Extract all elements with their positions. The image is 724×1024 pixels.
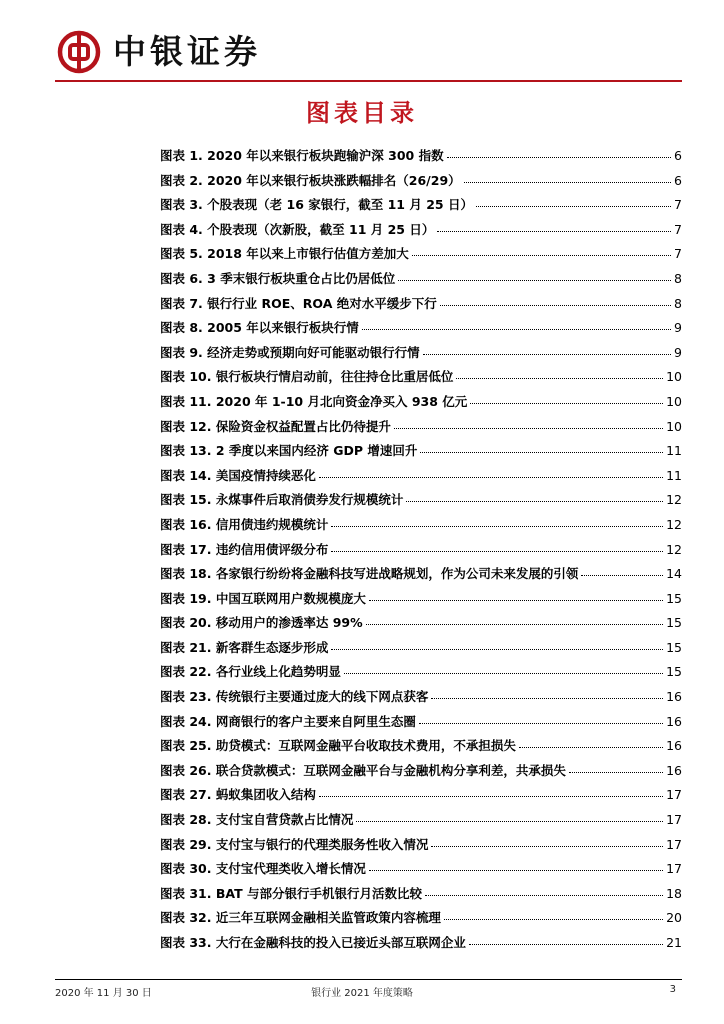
toc-entry-label: 图表 15. 永煤事件后取消债券发行规模统计 <box>160 492 404 508</box>
toc-leader-dots <box>476 205 671 207</box>
toc-entry-label: 图表 14. 美国疫情持续恶化 <box>160 467 316 483</box>
toc-entry-label: 图表 19. 中国互联网用户数规模庞大 <box>160 590 366 606</box>
toc-entry-label: 图表 32. 近三年互联网金融相关监管政策内容梳理 <box>160 910 441 926</box>
toc-entry-label: 图表 24. 网商银行的客户主要来自阿里生态圈 <box>160 713 416 729</box>
footer-report-title: 银行业 2021 年度策略 <box>311 988 413 999</box>
toc-entry-label: 图表 12. 保险资金权益配置占比仍待提升 <box>160 418 391 434</box>
toc-entry-label: 图表 22. 各行业线上化趋势明显 <box>160 664 341 680</box>
toc-leader-dots <box>420 451 663 453</box>
toc-entry-page: 16 <box>666 689 682 705</box>
toc-entry-page: 15 <box>666 639 682 655</box>
toc-entry[interactable] <box>160 712 682 737</box>
toc-leader-dots <box>456 377 663 379</box>
toc-entry-page: 7 <box>674 197 682 213</box>
brand-name: 中银证券 <box>113 32 261 71</box>
toc-entry-label: 图表 26. 联合贷款模式：互联网金融平台与金融机构分享利差，共承损失 <box>160 762 566 778</box>
toc-entry-page: 12 <box>666 492 682 508</box>
toc-entry[interactable] <box>160 269 682 294</box>
toc-entry-label: 图表 21. 新客群生态逐步形成 <box>160 639 329 655</box>
toc-entry-page: 7 <box>674 221 682 237</box>
toc-leader-dots <box>419 722 663 724</box>
toc-entry-page: 20 <box>666 910 682 926</box>
toc-entry-label: 图表 1. 2020 年以来银行板块跑输沪深 300 指数 <box>160 148 444 163</box>
toc-leader-dots <box>331 648 663 650</box>
toc-entry[interactable] <box>160 884 682 909</box>
toc-entry[interactable] <box>160 392 682 417</box>
toc-entry[interactable] <box>160 613 682 638</box>
toc-leader-dots <box>581 574 663 576</box>
toc-leader-dots <box>519 746 663 748</box>
toc-leader-dots <box>447 156 671 158</box>
toc-entry[interactable] <box>160 294 682 319</box>
toc-entry[interactable] <box>160 810 682 835</box>
toc-entry-page: 11 <box>666 467 682 483</box>
toc-leader-dots <box>464 181 671 183</box>
toc-leader-dots <box>398 279 671 281</box>
toc-entry-label: 图表 7. 银行行业 ROE、ROA 绝对水平缓步下行 <box>160 295 437 311</box>
toc-entry[interactable] <box>160 490 682 515</box>
toc-leader-dots <box>331 525 663 527</box>
toc-entry-label: 图表 33. 大行在金融科技的投入已接近头部互联网企业 <box>160 935 466 950</box>
toc-entry-label: 图表 20. 移动用户的渗透率达 99% <box>160 615 363 631</box>
toc-leader-dots <box>412 254 671 256</box>
toc-leader-dots <box>431 697 663 699</box>
toc-leader-dots <box>344 672 663 674</box>
toc-leader-dots <box>319 795 663 797</box>
toc-leader-dots <box>369 869 663 871</box>
toc-entry-label: 图表 18. 各家银行纷纷将金融科技写进战略规划，作为公司未来发展的引领 <box>160 566 579 582</box>
toc-entry[interactable] <box>160 761 682 786</box>
toc-entry[interactable] <box>160 736 682 761</box>
toc-entry[interactable] <box>160 908 682 933</box>
toc-entry-page: 10 <box>666 393 682 409</box>
toc-entry[interactable] <box>160 171 682 196</box>
toc-entry-page: 6 <box>674 172 682 188</box>
toc-entry[interactable] <box>160 146 682 171</box>
toc-entry-page: 12 <box>666 516 682 532</box>
toc-entry-label: 图表 11. 2020 年 1-10 月北向资金净买入 938 亿元 <box>160 393 468 409</box>
toc-entry-label: 图表 6. 3 季末银行板块重仓占比仍居低位 <box>160 270 396 286</box>
page-title: 图表目录 <box>306 99 418 127</box>
toc-entry-page: 10 <box>666 369 682 385</box>
toc-entry-page: 8 <box>674 295 682 311</box>
toc-entry-label: 图表 9. 经济走势或预期向好可能驱动银行行情 <box>160 344 420 360</box>
toc-leader-dots <box>369 599 663 601</box>
toc-entry-label: 图表 29. 支付宝与银行的代理类服务性收入情况 <box>160 836 429 852</box>
toc-leader-dots <box>469 943 663 945</box>
toc-entry[interactable] <box>160 589 682 614</box>
toc-entry-label: 图表 28. 支付宝自营贷款占比情况 <box>160 812 354 828</box>
toc-entry-page: 16 <box>666 713 682 729</box>
toc-entry-page: 15 <box>666 615 682 631</box>
toc-entry[interactable] <box>160 933 682 958</box>
toc-entry-page: 21 <box>666 935 682 950</box>
toc-entry-page: 15 <box>666 664 682 680</box>
toc-entry[interactable] <box>160 343 682 368</box>
header-divider <box>55 80 682 82</box>
toc-leader-dots <box>356 820 663 822</box>
footer-divider <box>55 979 682 980</box>
toc-entry[interactable] <box>160 466 682 491</box>
toc-entry[interactable] <box>160 662 682 687</box>
toc-entry-page: 17 <box>666 861 682 877</box>
toc-leader-dots <box>406 500 663 502</box>
toc-entry-page: 11 <box>666 443 682 459</box>
toc-entry-page: 17 <box>666 812 682 828</box>
toc-entry[interactable] <box>160 220 682 245</box>
toc-entry-page: 18 <box>666 885 682 901</box>
toc-leader-dots <box>425 894 663 896</box>
toc-entry-label: 图表 31. BAT 与部分银行手机银行月活数比较 <box>160 885 422 901</box>
toc-entry-page: 16 <box>666 762 682 778</box>
toc-leader-dots <box>366 623 663 625</box>
toc-entry[interactable] <box>160 515 682 540</box>
toc-leader-dots <box>444 918 663 920</box>
toc-entry-page: 6 <box>674 148 682 163</box>
toc-entry-label: 图表 4. 个股表现（次新股，截至 11 月 25 日） <box>160 221 435 237</box>
table-of-figures <box>160 146 682 958</box>
toc-entry-label: 图表 10. 银行板块行情启动前，往往持仓比重居低位 <box>160 369 454 385</box>
toc-entry-label: 图表 16. 信用债违约规模统计 <box>160 516 329 532</box>
toc-entry-page: 14 <box>666 566 682 582</box>
toc-entry[interactable] <box>160 785 682 810</box>
toc-leader-dots <box>331 550 663 552</box>
toc-entry-page: 12 <box>666 541 682 557</box>
toc-entry[interactable] <box>160 540 682 565</box>
toc-entry-label: 图表 8. 2005 年以来银行板块行情 <box>160 320 359 336</box>
toc-entry-label: 图表 17. 违约信用债评级分布 <box>160 541 329 557</box>
toc-entry[interactable] <box>160 195 682 220</box>
toc-leader-dots <box>394 427 663 429</box>
toc-entry[interactable] <box>160 638 682 663</box>
toc-entry-page: 10 <box>666 418 682 434</box>
toc-entry[interactable] <box>160 417 682 442</box>
toc-entry-label: 图表 30. 支付宝代理类收入增长情况 <box>160 861 366 877</box>
toc-entry-page: 8 <box>674 270 682 286</box>
footer-page-number: 3 <box>669 984 676 995</box>
toc-leader-dots <box>319 476 663 478</box>
toc-entry-label: 图表 5. 2018 年以来上市银行估值方差加大 <box>160 246 409 262</box>
toc-entry-page: 17 <box>666 836 682 852</box>
toc-leader-dots <box>440 304 671 306</box>
toc-entry-page: 15 <box>666 590 682 606</box>
toc-entry-label: 图表 27. 蚂蚁集团收入结构 <box>160 787 316 803</box>
toc-entry[interactable] <box>160 564 682 589</box>
toc-entry-label: 图表 2. 2020 年以来银行板块涨跌幅排名（26/29） <box>160 172 461 188</box>
toc-entry-page: 9 <box>674 344 682 360</box>
toc-entry-label: 图表 3. 个股表现（老 16 家银行，截至 11 月 25 日） <box>160 197 473 213</box>
toc-entry-page: 17 <box>666 787 682 803</box>
toc-leader-dots <box>362 328 671 330</box>
toc-entry-label: 图表 25. 助贷模式：互联网金融平台收取技术费用，不承担损失 <box>160 738 516 754</box>
toc-leader-dots <box>437 230 671 232</box>
toc-entry-page: 9 <box>674 320 682 336</box>
footer-date: 2020 年 11 月 30 日 <box>55 988 152 999</box>
toc-entry[interactable] <box>160 687 682 712</box>
toc-entry[interactable] <box>160 835 682 860</box>
page-header <box>55 26 695 86</box>
toc-leader-dots <box>569 771 663 773</box>
bank-of-china-logo-icon <box>57 30 101 74</box>
toc-entry-page: 16 <box>666 738 682 754</box>
toc-entry-page: 7 <box>674 246 682 262</box>
toc-entry[interactable] <box>160 318 682 343</box>
toc-entry[interactable] <box>160 244 682 269</box>
toc-leader-dots <box>470 402 663 404</box>
toc-entry[interactable] <box>160 367 682 392</box>
toc-entry[interactable] <box>160 441 682 466</box>
toc-entry[interactable] <box>160 859 682 884</box>
toc-entry-label: 图表 23. 传统银行主要通过庞大的线下网点获客 <box>160 689 429 705</box>
toc-entry-label: 图表 13. 2 季度以来国内经济 GDP 增速回升 <box>160 443 418 459</box>
toc-leader-dots <box>431 845 663 847</box>
toc-leader-dots <box>423 353 671 355</box>
